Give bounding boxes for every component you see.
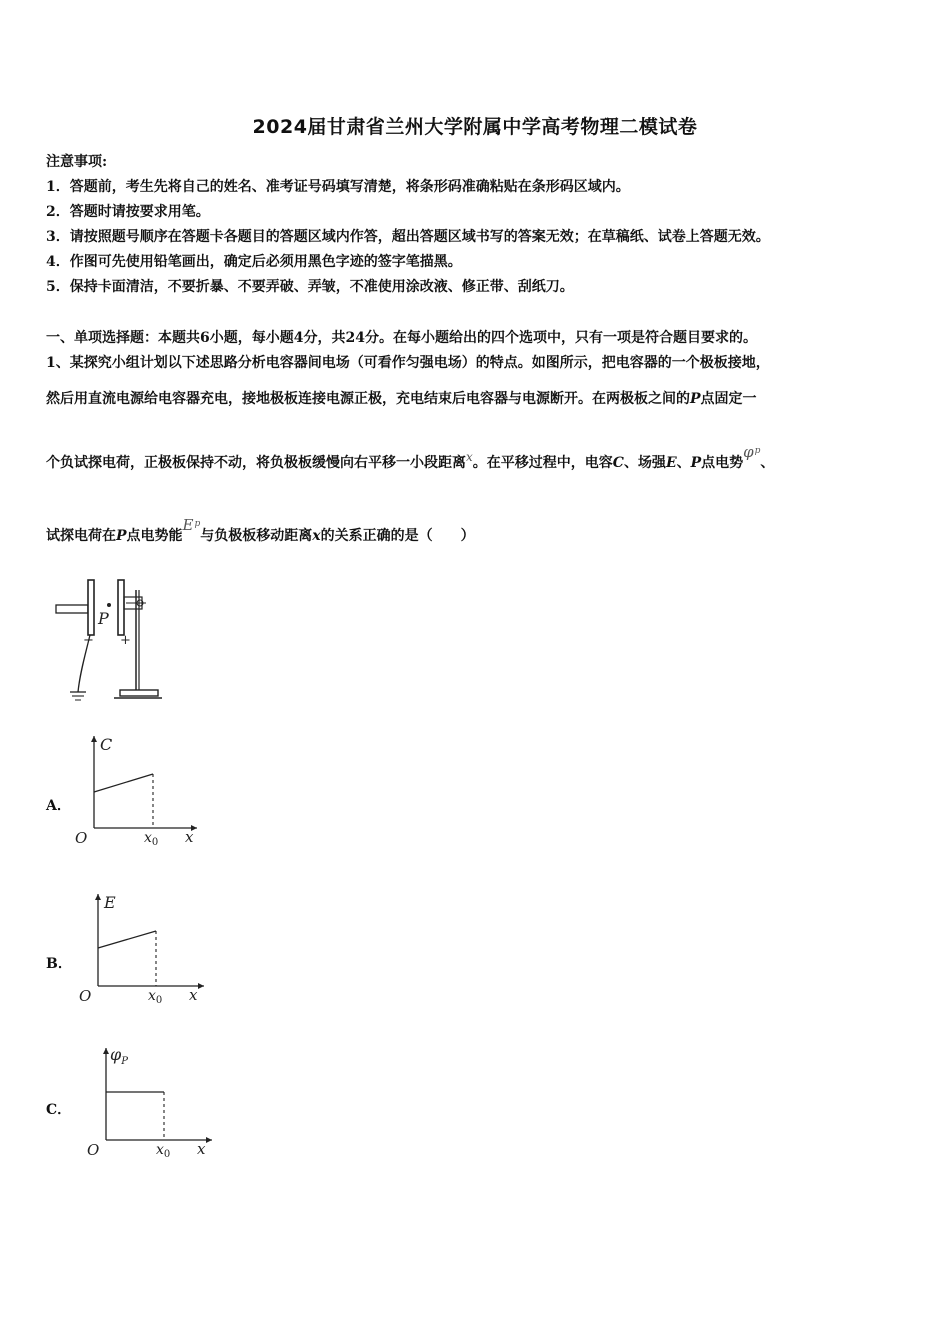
q1-var-phi: $\varphi^p$ <box>743 443 761 461</box>
notice-heading: 注意事项: <box>46 154 108 170</box>
option-b-x0: $x_0$ <box>148 988 163 1006</box>
option-b-label: B． <box>46 956 72 972</box>
question-1-line-1: 1、某探究小组计划以下述思路分析电容器间电场（可看作匀强电场）的特点。如图所示，把电容器的一个极板接地， <box>46 355 770 371</box>
q1-text: 、 <box>676 455 691 471</box>
question-1-line-3 <box>46 443 775 475</box>
option-a-graph <box>72 728 212 853</box>
exam-title: 2024届甘肃省兰州大学附属中学高考物理二模试卷 <box>252 116 698 138</box>
option-a-label: A． <box>46 798 71 814</box>
option-a-x-label: x <box>185 828 194 846</box>
q1-text: 点电势能 <box>126 528 183 544</box>
q1-text: 点电势 <box>701 455 744 471</box>
option-c-x0: $x_0$ <box>156 1142 171 1160</box>
option-b-x-label: x <box>189 986 198 1004</box>
q1-text: 试探电荷在 <box>46 528 116 544</box>
q1-var-p: P <box>116 528 127 544</box>
q1-text: 然后用直流电源给电容器充电，接地极板连接电源正极，充电结束后电容器与电源断开。在两极板之间的 <box>46 391 690 407</box>
q1-text: 与负极板移动距离 <box>200 528 313 544</box>
figure-plus-sign: + <box>120 633 131 648</box>
q1-text: 个负试探电荷，正极板保持不动，将负极板缓慢向右平移一小段距离 <box>46 455 466 471</box>
question-1-line-4 <box>46 516 475 548</box>
q1-var-e: E <box>665 455 677 471</box>
notice-item-3: 3．请按照题号顺序在答题卡各题目的答题区域内作答，超出答题区域书写的答案无效；在草稿纸、试卷上答题无效。 <box>46 229 770 245</box>
notice-item-4: 4．作图可先使用铅笔画出，确定后必须用黑色字迹的签字笔描黑。 <box>46 254 462 270</box>
q1-var-c: C <box>612 455 624 471</box>
option-b-y-label: E <box>104 893 116 912</box>
notice-item-2: 2．答题时请按要求用笔。 <box>46 204 210 220</box>
q1-var-p: P <box>690 455 702 471</box>
q1-var-x: x <box>466 450 473 464</box>
option-c-graph <box>84 1040 224 1165</box>
q1-var-p: P <box>690 391 701 407</box>
option-c-x-label: x <box>197 1140 206 1158</box>
q1-var-x: x <box>312 528 321 544</box>
notice-item-1: 1．答题前，考生先将自己的姓名、准考证号码填写清楚，将条形码准确粘贴在条形码区域内。 <box>46 179 630 195</box>
figure-minus-sign: − <box>83 633 94 648</box>
question-1-line-2 <box>46 389 757 409</box>
figure-label-p: P <box>98 609 109 628</box>
option-b-origin: O <box>79 987 92 1005</box>
notice-item-5: 5．保持卡面清洁，不要折暴、不要弄破、弄皱，不准使用涂改液、修正带、刮纸刀。 <box>46 279 574 295</box>
option-c-origin: O <box>87 1141 100 1159</box>
q1-text: 、场强 <box>623 455 666 471</box>
option-b-graph <box>76 886 216 1011</box>
option-a-y-label: C <box>100 735 113 754</box>
q1-text: 。在平移过程中，电容 <box>472 455 613 471</box>
q1-text: 的关系正确的是（ ） <box>320 528 475 544</box>
option-c-y-label: $\varphi_P$ <box>110 1045 128 1067</box>
option-c-label: C． <box>46 1102 72 1118</box>
capacitor-figure <box>50 572 170 707</box>
q1-text: 、 <box>760 455 775 471</box>
q1-var-ep: $E^p$ <box>182 516 201 534</box>
option-a-origin: O <box>75 829 88 847</box>
option-a-x0: $x_0$ <box>144 830 159 848</box>
q1-text: 点固定一 <box>700 391 757 407</box>
section-heading: 一、单项选择题：本题共6小题，每小题4分，共24分。在每小题给出的四个选项中，只有一项是符合题目要求的。 <box>46 330 757 346</box>
